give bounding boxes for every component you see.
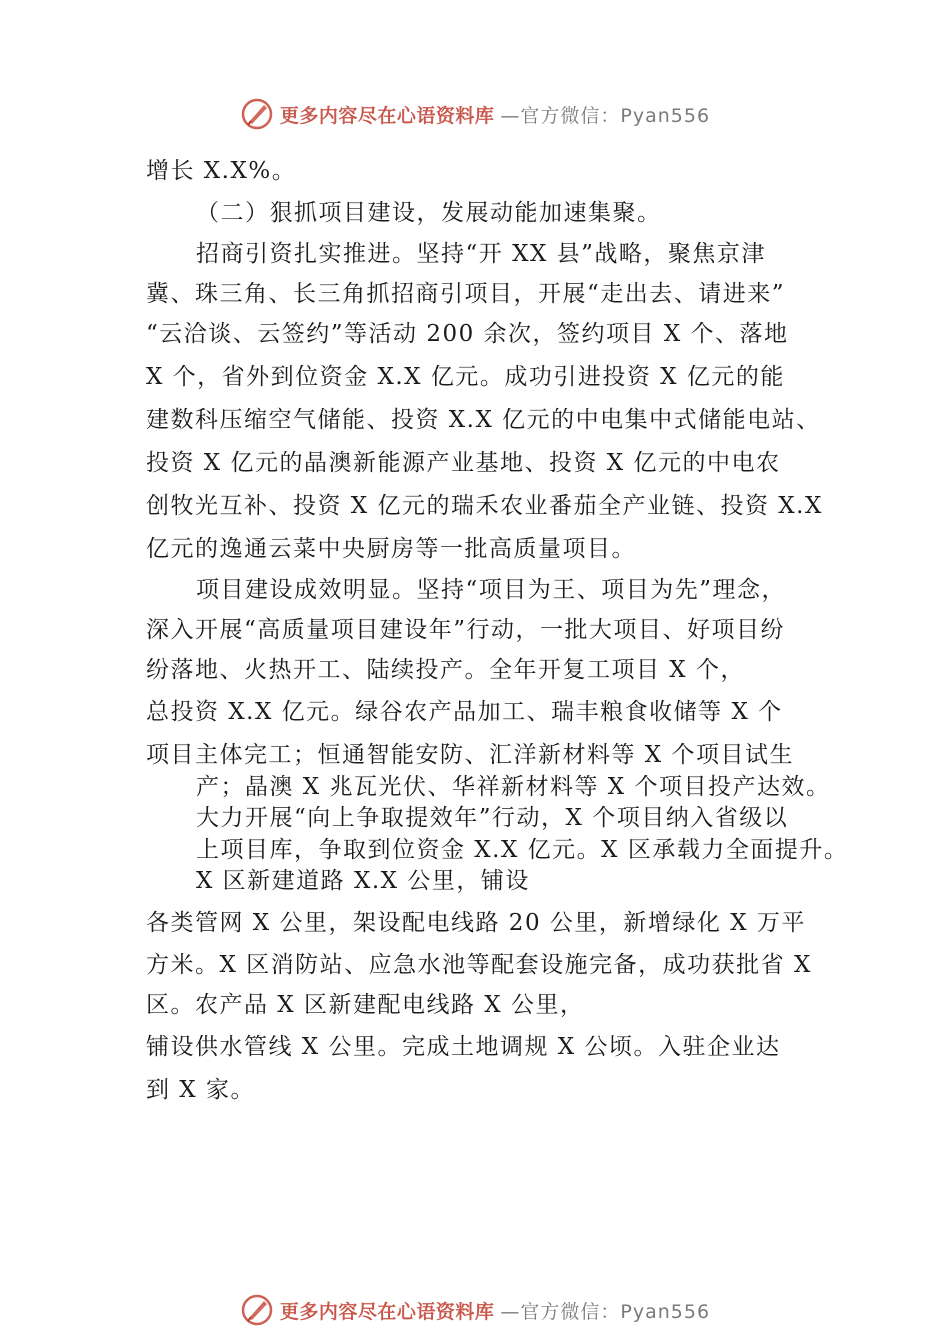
text-line: 建数科压缩空气储能、投资 X.X 亿元的中电集中式储能电站、 bbox=[146, 407, 821, 433]
watermark-footer bbox=[0, 1290, 950, 1330]
text-line: 项目主体完工；恒通智能安防、汇洋新材料等 X 个项目试生 bbox=[146, 742, 794, 768]
text-line: 项目建设成效明显。坚持“项目为王、项目为先”理念， bbox=[196, 577, 787, 603]
text-line: 上项目库，争取到位资金 X.X 亿元。X 区承载力全面提升。 bbox=[196, 837, 849, 863]
watermark-wechat-text: —官方微信：Pyan556 bbox=[500, 104, 711, 127]
text-line: X 个，省外到位资金 X.X 亿元。成功引进投资 X 亿元的能 bbox=[146, 364, 785, 390]
watermark-header bbox=[0, 94, 950, 134]
text-line: 产；晶澳 X 兆瓦光伏、华祥新材料等 X 个项目投产达效。 bbox=[196, 774, 831, 800]
watermark-brand-text: 更多内容尽在心语资料库 bbox=[279, 104, 495, 127]
text-line: 各类管网 X 公里，架设配电线路 20 公里，新增绿化 X 万平 bbox=[146, 910, 806, 936]
text-line: 冀、珠三角、长三角抓招商引项目，开展“走出去、请进来” bbox=[146, 281, 786, 307]
text-line: 增长 X.X%。 bbox=[146, 158, 297, 184]
text-line: 招商引资扎实推进。坚持“开 XX 县”战略，聚焦京津 bbox=[196, 241, 766, 267]
section-heading: （二）狠抓项目建设，发展动能加速集聚。 bbox=[196, 200, 662, 226]
text-line: 到 X 家。 bbox=[146, 1077, 255, 1103]
text-line: 总投资 X.X 亿元。绿谷农产品加工、瑞丰粮食收储等 X 个 bbox=[146, 699, 783, 725]
text-line: 纷落地、火热开工、陆续投产。全年开复工项目 X 个， bbox=[146, 657, 745, 683]
watermark-brand-text: 更多内容尽在心语资料库 bbox=[279, 1300, 495, 1323]
quill-logo-icon bbox=[240, 97, 274, 131]
text-line: 亿元的逸通云菜中央厨房等一批高质量项目。 bbox=[146, 536, 636, 562]
text-line: 铺设供水管线 X 公里。完成土地调规 X 公顷。入驻企业达 bbox=[146, 1034, 781, 1060]
text-line: “云洽谈、云签约”等活动 200 余次，签约项目 X 个、落地 bbox=[146, 321, 789, 347]
text-line: 大力开展“向上争取提效年”行动，X 个项目纳入省级以 bbox=[196, 805, 789, 831]
text-line: 创牧光互补、投资 X 亿元的瑞禾农业番茄全产业链、投资 X.X bbox=[146, 493, 823, 519]
text-line: 区。农产品 X 区新建配电线路 X 公里， bbox=[146, 992, 585, 1018]
text-line: X 区新建道路 X.X 公里，铺设 bbox=[196, 868, 530, 894]
quill-logo-icon bbox=[240, 1293, 274, 1327]
text-line: 方米。X 区消防站、应急水池等配套设施完备，成功获批省 X bbox=[146, 952, 812, 978]
text-line: 投资 X 亿元的晶澳新能源产业基地、投资 X 亿元的中电农 bbox=[146, 450, 781, 476]
text-line: 深入开展“高质量项目建设年”行动，一批大项目、好项目纷 bbox=[146, 617, 786, 643]
watermark-wechat-text: —官方微信：Pyan556 bbox=[500, 1300, 711, 1323]
